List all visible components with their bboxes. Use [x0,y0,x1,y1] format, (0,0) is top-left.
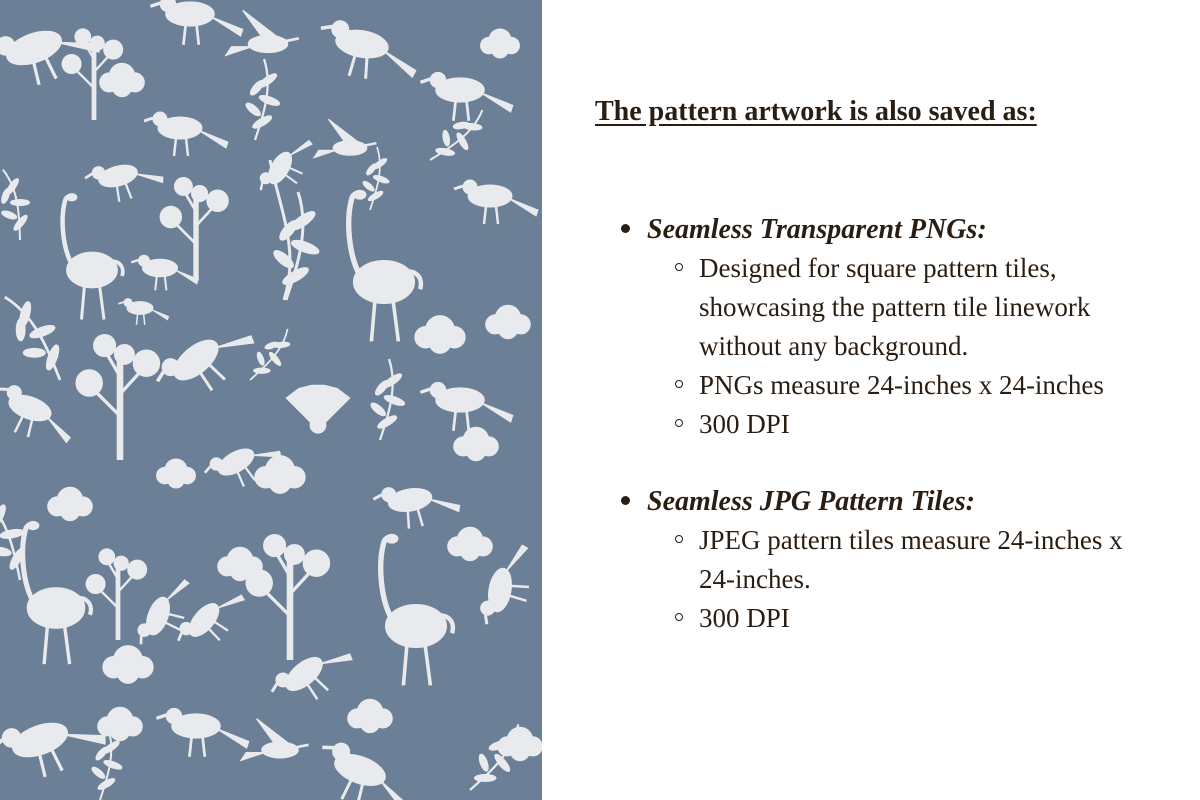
toile-pattern-image [0,0,542,800]
section-title: Seamless JPG Pattern Tiles: [647,486,975,517]
list-item [699,366,1165,405]
list-item [699,249,1165,366]
circle-bullet [675,380,683,388]
toile-birds-illustration [0,0,542,800]
sub-list [647,249,1165,444]
bullet-dot [621,224,630,233]
circle-bullet [675,419,683,427]
list-item [699,599,1165,638]
section-jpg-tiles [647,482,1165,638]
sub-list [647,521,1165,638]
page-heading: The pattern artwork is also saved as: [595,96,1037,127]
list-item [699,521,1165,599]
section-title: Seamless Transparent PNGs: [647,214,987,245]
list-item-text: 300 DPI [699,603,790,633]
list-item-text: PNGs measure 24-inches x 24-inches [699,370,1104,400]
circle-bullet [675,263,683,271]
info-panel [595,92,1165,638]
circle-bullet [675,535,683,543]
list-item-text: Designed for square pattern tiles, showcasing the pattern tile linework without any background. [699,253,1091,361]
circle-bullet [675,613,683,621]
list-item-text: JPEG pattern tiles measure 24-inches x 24-inches. [699,525,1123,594]
list-item [699,405,1165,444]
bullet-dot [621,496,630,505]
section-transparent-pngs [647,210,1165,444]
list-item-text: 300 DPI [699,409,790,439]
